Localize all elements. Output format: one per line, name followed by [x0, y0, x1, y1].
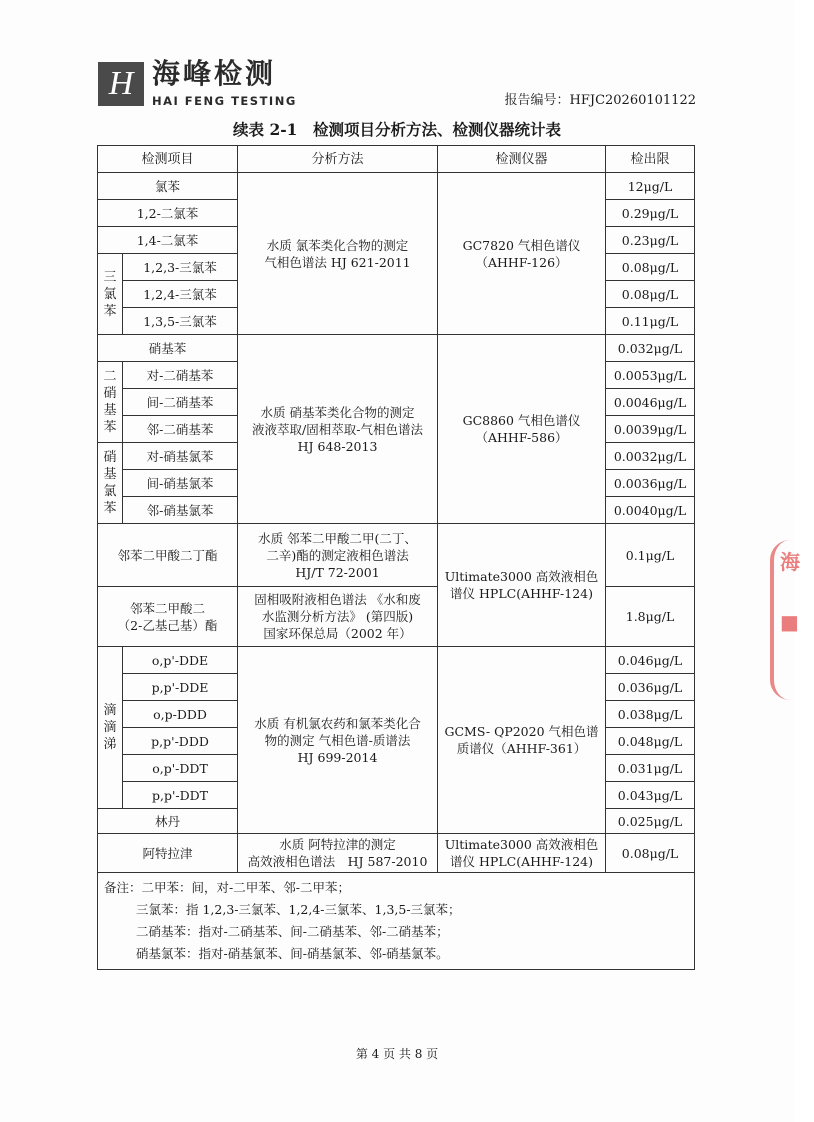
- instrument-cell: Ultimate3000 高效液相色 谱仪 HPLC(AHHF-124): [438, 834, 606, 873]
- col-header: 分析方法: [238, 146, 438, 173]
- method-cell: 水质 氯苯类化合物的测定 气相色谱法 HJ 621-2011: [238, 173, 438, 335]
- col-header: 检出限: [606, 146, 695, 173]
- table-row: [98, 587, 695, 647]
- item-cell: 1,4-二氯苯: [98, 227, 238, 254]
- note-line: 备注：二甲苯：间，对-二甲苯、邻-二甲苯；: [104, 880, 350, 895]
- item-cell: p,p'-DDD: [123, 728, 238, 755]
- limit-cell: 0.1μg/L: [606, 524, 695, 587]
- limit-cell: 0.23μg/L: [606, 227, 695, 254]
- item-cell: o,p-DDD: [123, 701, 238, 728]
- page-number: 第 4 页 共 8 页: [355, 1047, 439, 1061]
- report-number: 报告编号：HFJC20260101122: [504, 93, 696, 108]
- limit-cell: 0.0032μg/L: [606, 443, 695, 470]
- instrument-cell: GC8860 气相色谱仪 （AHHF-586）: [438, 335, 606, 524]
- col-header: 检测仪器: [438, 146, 606, 173]
- col-header: 检测项目: [98, 146, 238, 173]
- table-row: [98, 647, 695, 674]
- limit-cell: 0.0040μg/L: [606, 497, 695, 524]
- item-cell: 间-硝基氯苯: [123, 470, 238, 497]
- item-cell: 阿特拉津: [98, 834, 238, 873]
- instrument-cell: GC7820 气相色谱仪 （AHHF-126）: [438, 173, 606, 335]
- limit-cell: 0.038μg/L: [606, 701, 695, 728]
- table-row: [98, 834, 695, 873]
- limit-cell: 12μg/L: [606, 173, 695, 200]
- method-cell: 水质 阿特拉津的测定 高效液相色谱法 HJ 587-2010: [238, 834, 438, 873]
- item-cell: 硝基苯: [98, 335, 238, 362]
- limit-cell: 0.0046μg/L: [606, 389, 695, 416]
- group-label: 二硝基苯: [98, 362, 123, 443]
- table-row: [98, 173, 695, 200]
- table-title: 续表 2-1 检测项目分析方法、检测仪器统计表: [233, 120, 561, 139]
- group-label: 滴滴涕: [98, 647, 123, 809]
- methods-table: [97, 145, 695, 970]
- note-line: 硝基氯苯：指对-硝基氯苯、间-硝基氯苯、邻-硝基氯苯。: [136, 946, 449, 961]
- instrument-cell: GCMS- QP2020 气相色谱 质谱仪（AHHF-361）: [438, 647, 606, 834]
- limit-cell: 1.8μg/L: [606, 587, 695, 647]
- method-cell: 水质 硝基苯类化合物的测定 液液萃取/固相萃取-气相色谱法 HJ 648-2013: [238, 335, 438, 524]
- note-line: 三氯苯：指 1,2,3-三氯苯、1,2,4-三氯苯、1,3,5-三氯苯；: [136, 902, 461, 917]
- limit-cell: 0.29μg/L: [606, 200, 695, 227]
- method-cell: 固相吸附液相色谱法 《水和废 水监测分析方法》 (第四版) 国家环保总局（2002 年）: [238, 587, 438, 647]
- table-header: [98, 146, 695, 173]
- limit-cell: 0.048μg/L: [606, 728, 695, 755]
- item-cell: 间-二硝基苯: [123, 389, 238, 416]
- item-cell: o,p'-DDE: [123, 647, 238, 674]
- item-cell: 氯苯: [98, 173, 238, 200]
- limit-cell: 0.08μg/L: [606, 254, 695, 281]
- table-row: [98, 335, 695, 362]
- item-cell: 1,2,3-三氯苯: [123, 254, 238, 281]
- item-cell: p,p'-DDE: [123, 674, 238, 701]
- limit-cell: 0.031μg/L: [606, 755, 695, 782]
- note-line: 二硝基苯：指对-二硝基苯、间-二硝基苯、邻-二硝基苯；: [136, 924, 449, 939]
- limit-cell: 0.032μg/L: [606, 335, 695, 362]
- limit-cell: 0.11μg/L: [606, 308, 695, 335]
- company-logo: H: [98, 62, 144, 106]
- company-name-en: HAI FENG TESTING: [152, 94, 297, 108]
- notes-row: [98, 873, 695, 970]
- limit-cell: 0.043μg/L: [606, 782, 695, 809]
- notes-cell: [98, 873, 695, 970]
- item-cell: 邻苯二甲酸二 （2-乙基己基）酯: [98, 587, 238, 647]
- method-cell: 水质 有机氯农药和氯苯类化合 物的测定 气相色谱-质谱法 HJ 699-2014: [238, 647, 438, 834]
- limit-cell: 0.036μg/L: [606, 674, 695, 701]
- limit-cell: 0.0039μg/L: [606, 416, 695, 443]
- item-cell: 对-硝基氯苯: [123, 443, 238, 470]
- table-row: [98, 524, 695, 587]
- red-seal-stamp: 海 ■: [770, 540, 814, 700]
- company-name-cn: 海峰检测: [152, 57, 277, 90]
- group-label: 三氯苯: [98, 254, 123, 335]
- limit-cell: 0.025μg/L: [606, 809, 695, 834]
- item-cell: 对-二硝基苯: [123, 362, 238, 389]
- item-cell: 邻-二硝基苯: [123, 416, 238, 443]
- method-cell: 水质 邻苯二甲酸二甲(二丁、 二辛)酯的测定液相色谱法 HJ/T 72-2001: [238, 524, 438, 587]
- instrument-cell: Ultimate3000 高效液相色 谱仪 HPLC(AHHF-124): [438, 524, 606, 647]
- item-cell: 林丹: [98, 809, 238, 834]
- item-cell: 邻苯二甲酸二丁酯: [98, 524, 238, 587]
- item-cell: o,p'-DDT: [123, 755, 238, 782]
- item-cell: 1,2,4-三氯苯: [123, 281, 238, 308]
- group-label: 硝基氯苯: [98, 443, 123, 524]
- item-cell: p,p'-DDT: [123, 782, 238, 809]
- item-cell: 1,2-二氯苯: [98, 200, 238, 227]
- item-cell: 1,3,5-三氯苯: [123, 308, 238, 335]
- limit-cell: 0.08μg/L: [606, 281, 695, 308]
- limit-cell: 0.08μg/L: [606, 834, 695, 873]
- limit-cell: 0.0053μg/L: [606, 362, 695, 389]
- limit-cell: 0.0036μg/L: [606, 470, 695, 497]
- item-cell: 邻-硝基氯苯: [123, 497, 238, 524]
- limit-cell: 0.046μg/L: [606, 647, 695, 674]
